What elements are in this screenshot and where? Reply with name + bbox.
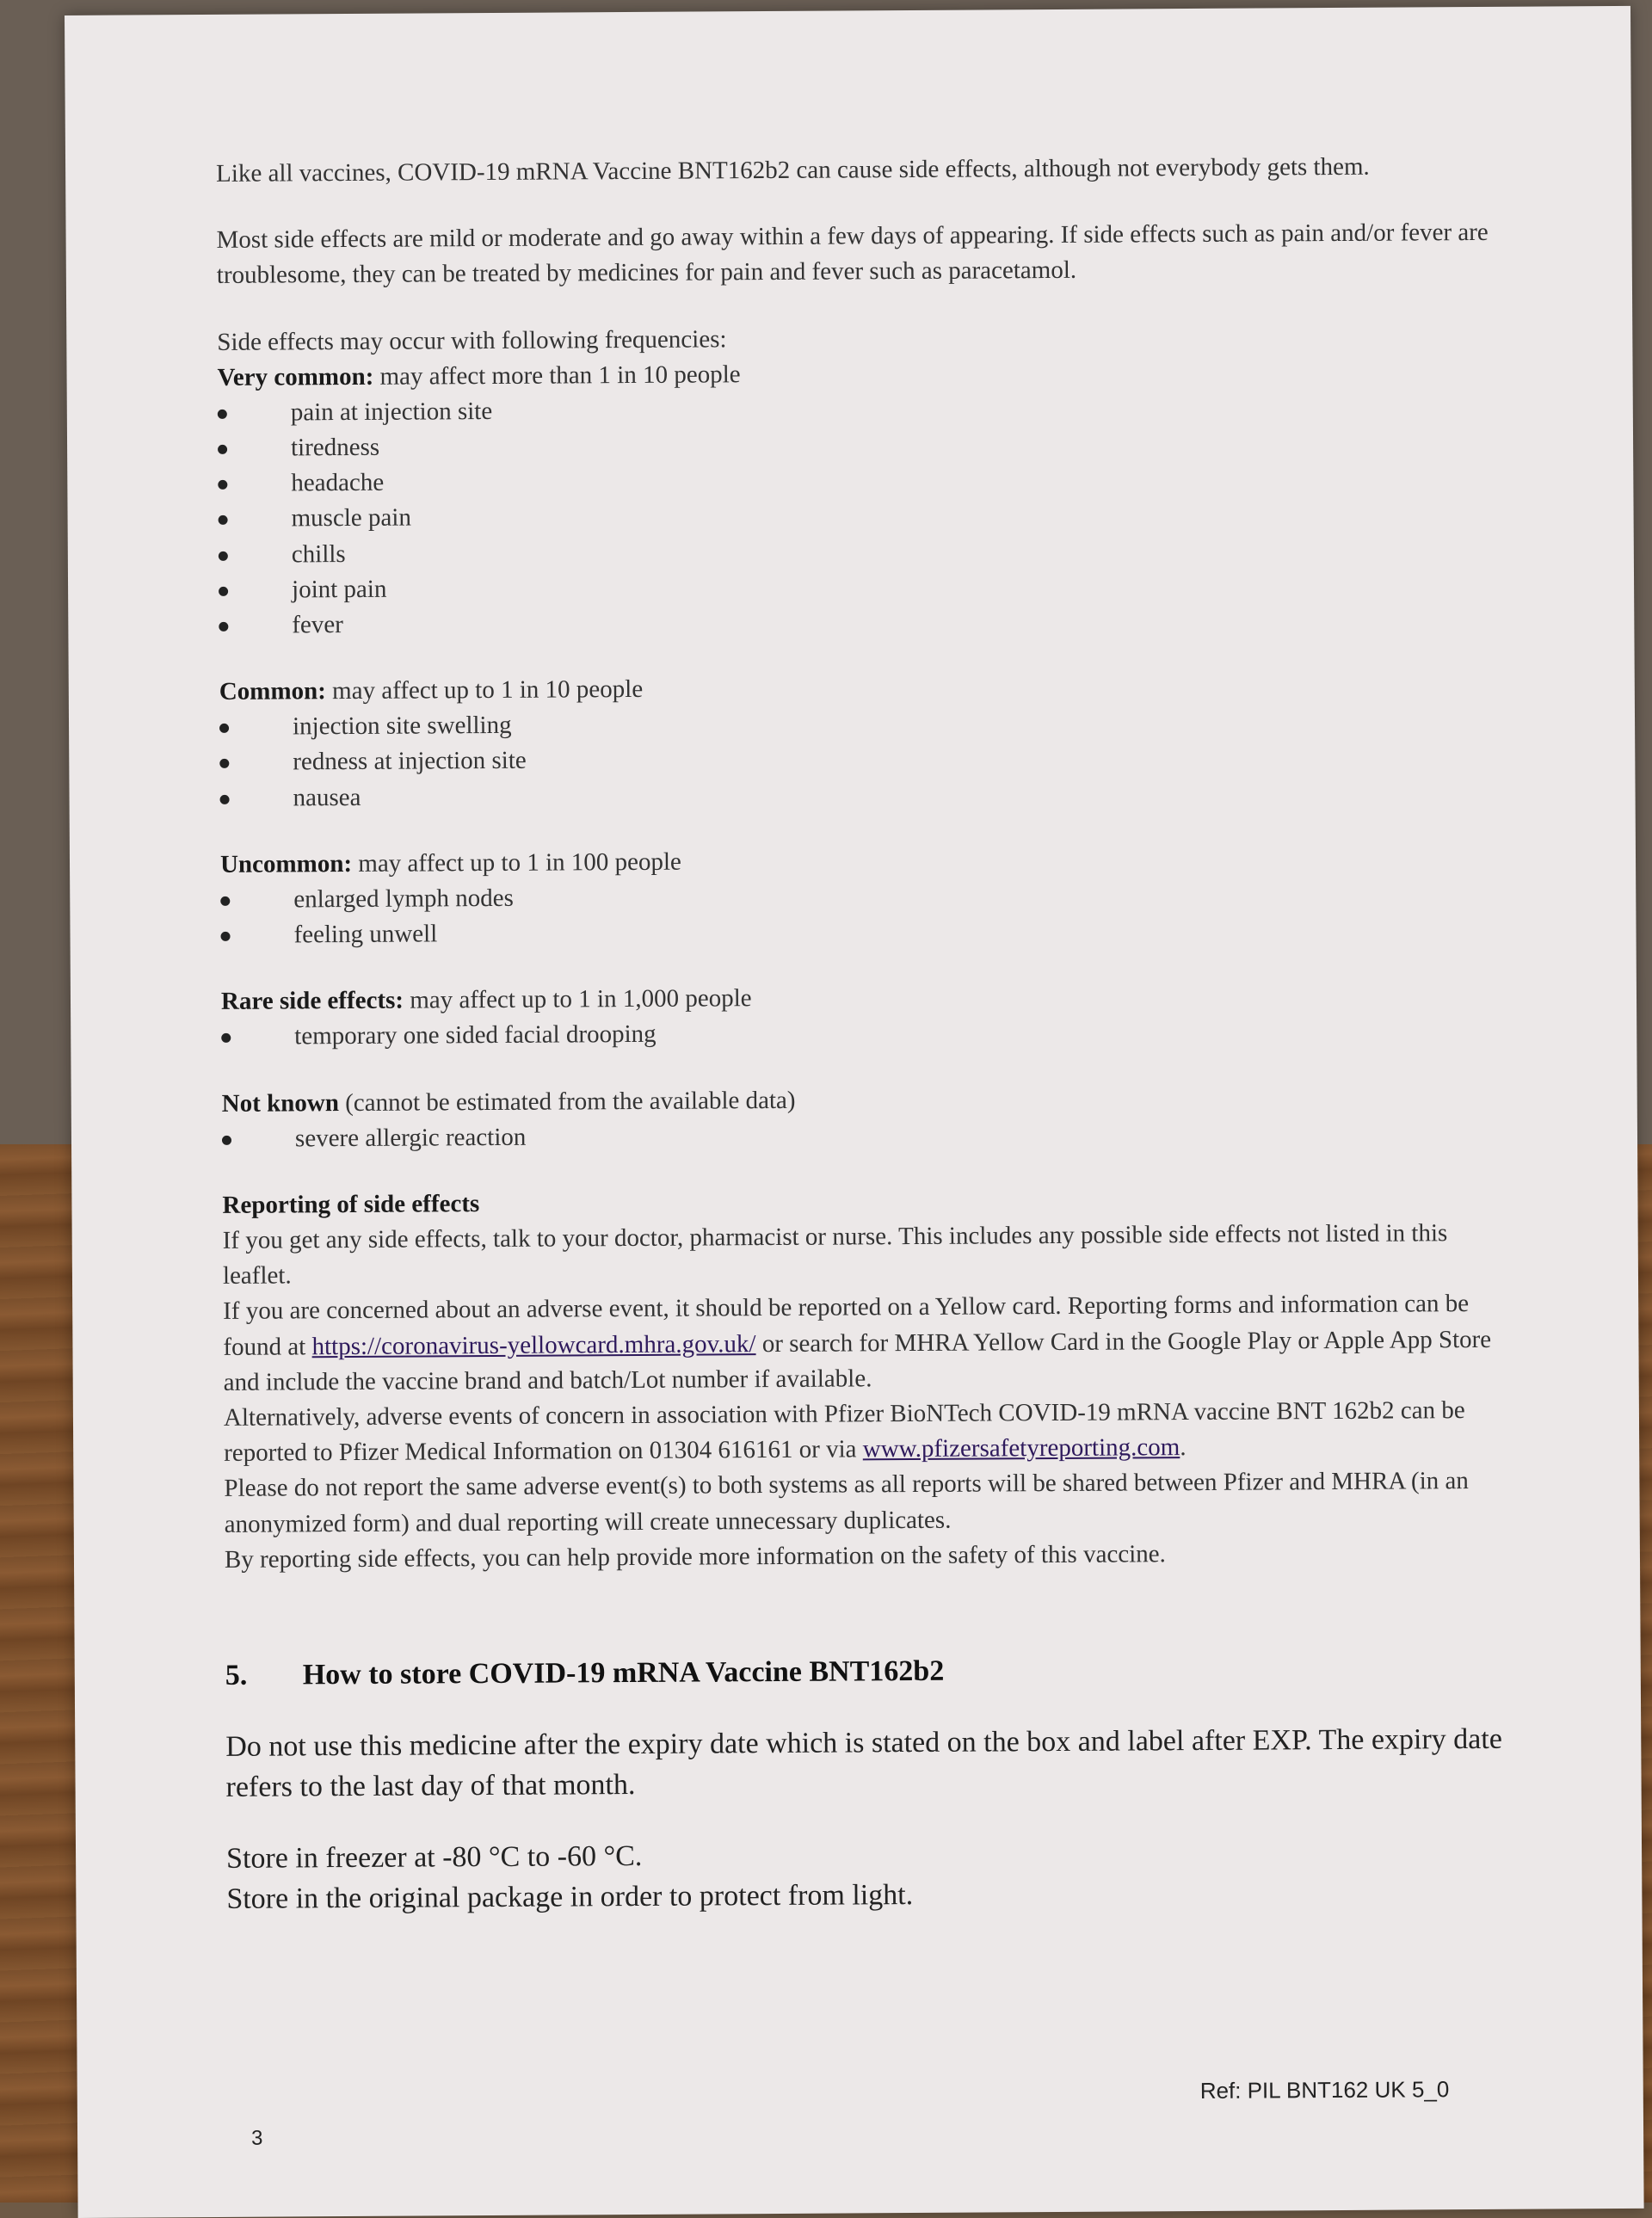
- reporting-paragraph-3: [224, 1393, 1514, 1472]
- frequencies-intro: Side effects may occur with following frequencies:: [217, 324, 727, 356]
- storage-paragraph-2: Store in freezer at -80 °C to -60 °C.: [225, 1839, 643, 1875]
- list-item: enlarged lymph nodes: [220, 875, 1511, 918]
- storage-paragraph-1: Do not use this medicine after the expiry date which is stated on the box and label after EXP. The expiry date refers to the last day of that month.: [225, 1722, 1502, 1803]
- list-item: injection site swelling: [219, 702, 1510, 745]
- list-item: pain at injection site: [218, 388, 1508, 431]
- storage-paragraph-3: Store in the original package in order to protect from light.: [226, 1878, 914, 1915]
- list-item: feeling unwell: [220, 910, 1511, 953]
- pfizer-safety-link[interactable]: www.pfizersafetyreporting.com: [862, 1433, 1180, 1463]
- section-title: How to store COVID-19 mRNA Vaccine BNT162b2: [302, 1654, 945, 1691]
- leaflet-content: [216, 149, 1517, 1920]
- rare-label: Rare side effects:: [220, 986, 404, 1016]
- not-known-label: Not known: [221, 1088, 340, 1118]
- reporting-heading-text: Reporting of side effects: [222, 1190, 480, 1219]
- rare-desc: may affect up to 1 in 1,000 people: [403, 984, 752, 1014]
- reporting-p3-after: .: [1180, 1433, 1187, 1462]
- reporting-p2-before: If you are concerned about an adverse event, it should be reported on a Yellow card. Reporting forms and information can be found at: [223, 1290, 1470, 1361]
- list-item: joint pain: [219, 564, 1509, 607]
- reporting-paragraph-5: By reporting side effects, you can help provide more information on the safety of this vaccine.: [224, 1539, 1166, 1574]
- very-common-list: [218, 388, 1510, 644]
- reporting-paragraph-1: If you get any side effects, talk to your doctor, pharmacist or nurse. This includes any possible side effects not listed in this leaflet.: [222, 1219, 1448, 1291]
- list-item: chills: [219, 529, 1509, 572]
- common-label: Common:: [219, 677, 326, 705]
- list-item: headache: [218, 459, 1508, 502]
- common-list: [219, 702, 1511, 816]
- list-item: nausea: [219, 773, 1510, 816]
- reporting-paragraph-2: [223, 1286, 1514, 1401]
- very-common-label: Very common:: [217, 362, 374, 391]
- yellowcard-link[interactable]: https://coronavirus-yellowcard.mhra.gov.uk/: [311, 1329, 756, 1360]
- uncommon-list: [220, 875, 1511, 954]
- not-known-desc: (cannot be estimated from the available data): [338, 1086, 796, 1117]
- list-item: tiredness: [218, 423, 1508, 466]
- page-number: 3: [250, 2126, 263, 2150]
- list-item: severe allergic reaction: [222, 1114, 1513, 1157]
- intro-paragraph-1: Like all vaccines, COVID-19 mRNA Vaccine BNT162b2 can cause side effects, although not everybody gets them.: [216, 152, 1370, 188]
- reporting-paragraph-4: Please do not report the same adverse event(s) to both systems as all reports will be shared between Pfizer and MHRA (in an anonymized form) and dual reporting will create unnecessary duplicates.: [224, 1467, 1469, 1538]
- common-desc: may affect up to 1 in 10 people: [325, 675, 644, 705]
- reporting-p3-before: Alternatively, adverse events of concern in association with Pfizer BioNTech COVID-19 mRNA vaccine BNT 162b2 can be reported to Pfizer Medical Information on 01304 616161 or via: [223, 1396, 1465, 1468]
- uncommon-label: Uncommon:: [219, 849, 353, 878]
- list-item: muscle pain: [218, 494, 1508, 537]
- list-item: fever: [219, 601, 1509, 644]
- uncommon-desc: may affect up to 1 in 100 people: [351, 847, 681, 878]
- reference-code: Ref: PIL BNT162 UK 5_0: [1199, 2076, 1450, 2104]
- reporting-p2-after: or search for MHRA Yellow Card in the Google Play or Apple App Store and include the vaccine brand and batch/Lot number if available.: [223, 1325, 1492, 1396]
- intro-paragraph-2: Most side effects are mild or moderate and go away within a few days of appearing. If side effects such as pain and/or fever are troublesome, they can be treated by medicines for pain and fever such as paracetamol.: [216, 219, 1489, 290]
- very-common-desc: may affect more than 1 in 10 people: [373, 360, 741, 391]
- section-number: 5.: [225, 1659, 248, 1691]
- list-item: redness at injection site: [219, 737, 1510, 780]
- leaflet-page: [65, 6, 1644, 2218]
- list-item: temporary one sided facial drooping: [221, 1012, 1512, 1055]
